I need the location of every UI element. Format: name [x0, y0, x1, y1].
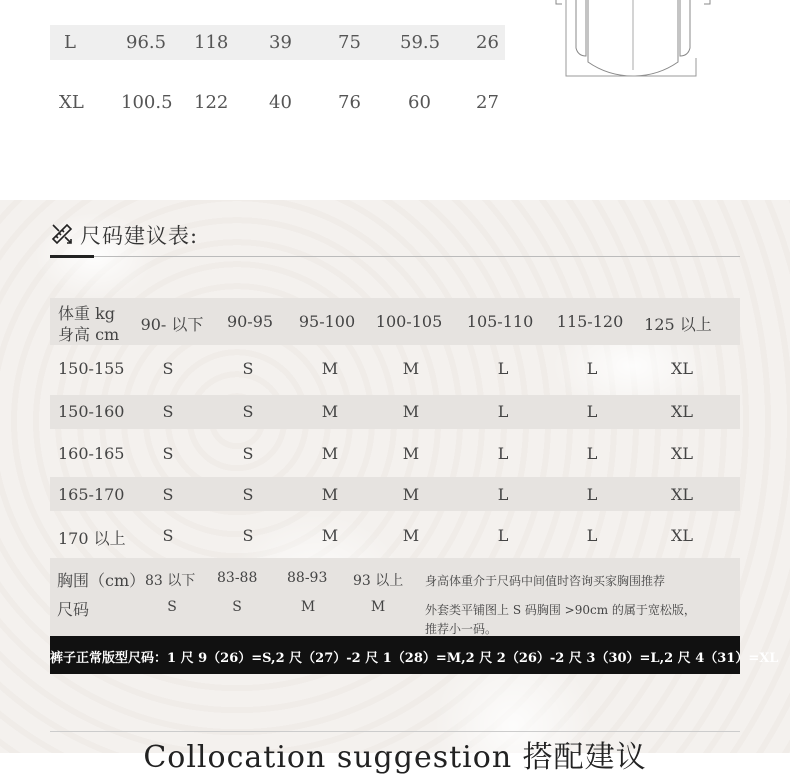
size-cell: M	[321, 444, 339, 463]
size-cell: M	[402, 402, 420, 421]
table-cell: 27	[476, 92, 499, 113]
shirt-outline-illustration	[548, 0, 718, 80]
table-row	[50, 518, 740, 552]
divider-accent	[50, 255, 94, 258]
size-cell: S	[162, 359, 174, 378]
column-header: 115-120	[556, 312, 624, 331]
size-cell: M	[370, 599, 386, 615]
size-cell: L	[586, 526, 598, 545]
chest-note: 身高体重介于尺码中间值时咨询买家胸围推荐	[425, 574, 666, 588]
size-cell: XL	[670, 526, 694, 545]
section-title: 尺码建议表:	[80, 224, 199, 248]
table-cell: 59.5	[400, 32, 441, 53]
table-row	[50, 85, 505, 120]
chest-range: 83 以下	[145, 573, 196, 589]
chest-note: 外套类平铺图上 S 码胸围 >90cm 的属于宽松版，	[425, 603, 696, 617]
size-cell: XL	[670, 485, 694, 504]
weight-header: 体重 kg	[58, 304, 116, 323]
column-header: 105-110	[466, 312, 534, 331]
column-header: 125 以上	[644, 315, 712, 334]
table-row	[50, 25, 505, 60]
table-cell: 118	[194, 32, 229, 53]
size-cell: L	[497, 402, 509, 421]
size-cell: L	[497, 359, 509, 378]
divider	[50, 256, 740, 257]
column-header: 90-95	[226, 312, 274, 331]
size-cell: M	[402, 485, 420, 504]
size-cell: M	[321, 359, 339, 378]
size-cell: M	[402, 444, 420, 463]
chest-range: 88-93	[287, 570, 328, 586]
chest-label: 胸围（cm）	[57, 571, 146, 590]
table-cell: 76	[338, 92, 361, 113]
size-cell: S	[232, 599, 242, 615]
table-cell: 96.5	[126, 32, 167, 53]
chest-range: 93 以上	[353, 573, 404, 589]
height-cell: 150-160	[58, 402, 125, 421]
table-cell: 75	[338, 32, 361, 53]
size-cell: M	[300, 599, 316, 615]
size-label: XL	[59, 92, 84, 113]
table-cell: 39	[269, 32, 292, 53]
size-cell: L	[586, 402, 598, 421]
column-header: 100-105	[375, 312, 443, 331]
height-cell: 165-170	[58, 485, 125, 504]
size-cell: L	[497, 526, 509, 545]
table-cell: 122	[194, 92, 229, 113]
size-cell: L	[586, 485, 598, 504]
table-cell: 100.5	[121, 92, 173, 113]
pants-size-note	[50, 636, 779, 674]
table-row	[50, 395, 740, 429]
size-table-header	[50, 298, 740, 345]
size-cell: XL	[670, 402, 694, 421]
size-label: 尺码	[57, 600, 90, 619]
collocation-heading: Collocation suggestion 搭配建议	[143, 740, 647, 775]
table-cell: 60	[408, 92, 431, 113]
size-cell: XL	[670, 444, 694, 463]
height-cell: 160-165	[58, 444, 125, 463]
size-cell: L	[586, 359, 598, 378]
size-cell: S	[242, 359, 254, 378]
size-cell: M	[321, 485, 339, 504]
size-cell: M	[402, 526, 420, 545]
height-cell: 170 以上	[58, 529, 126, 548]
size-cell: M	[321, 526, 339, 545]
size-cell: S	[242, 485, 254, 504]
table-cell: 40	[269, 92, 292, 113]
chest-size-table	[50, 558, 740, 636]
table-row	[50, 352, 740, 386]
height-header: 身高 cm	[58, 325, 120, 344]
size-cell: L	[586, 444, 598, 463]
size-cell: L	[497, 444, 509, 463]
pants-note-text: 裤子正常版型尺码：1 尺 9（26）=S,2 尺（27）-2 尺 1（28）=M,2 尺 2（26）-2 尺 3（30）=L,2 尺 4（31）=XL	[50, 651, 779, 666]
table-cell: 26	[476, 32, 499, 53]
size-label: L	[64, 32, 76, 53]
size-cell: S	[167, 599, 177, 615]
table-row	[50, 477, 740, 511]
height-cell: 150-155	[58, 359, 125, 378]
size-cell: S	[242, 444, 254, 463]
chest-note: 推荐小一码。	[425, 622, 498, 636]
ruler-pencil-icon	[50, 222, 74, 246]
size-cell: S	[242, 402, 254, 421]
size-cell: L	[497, 485, 509, 504]
size-cell: M	[402, 359, 420, 378]
size-cell: S	[162, 402, 174, 421]
table-row	[50, 437, 740, 471]
size-cell: S	[162, 485, 174, 504]
size-cell: S	[242, 526, 254, 545]
column-header: 95-100	[298, 312, 356, 331]
size-cell: M	[321, 402, 339, 421]
size-cell: S	[162, 526, 174, 545]
size-cell: XL	[670, 359, 694, 378]
chest-range: 83-88	[217, 570, 258, 586]
column-header: 90- 以下	[140, 315, 204, 334]
measurement-area	[0, 0, 790, 200]
size-cell: S	[162, 444, 174, 463]
